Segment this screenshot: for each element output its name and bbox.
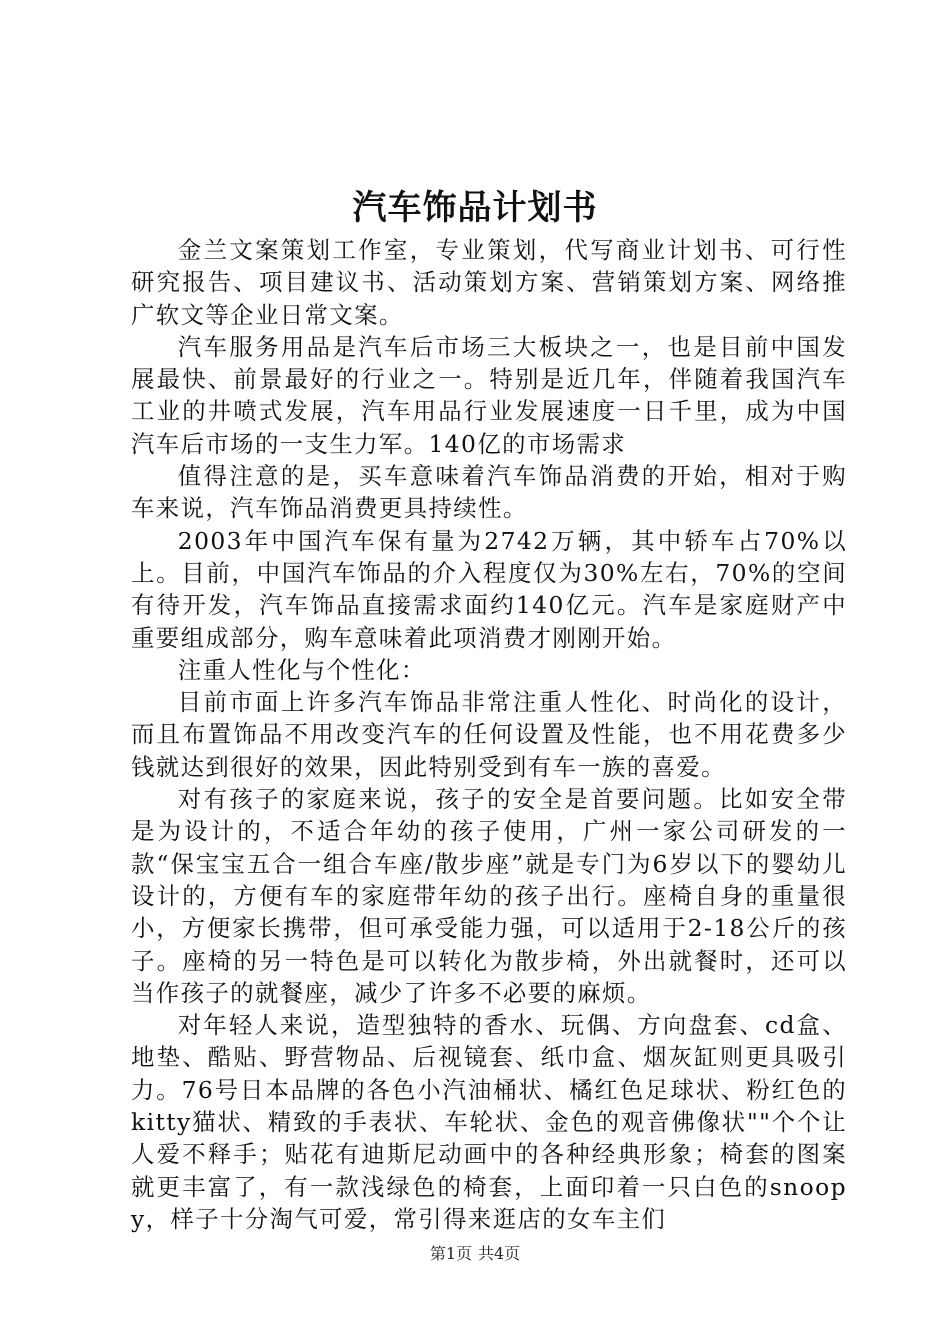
paragraph: 汽车服务用品是汽车后市场三大板块之一，也是目前中国发展最快、前景最好的行业之一。特别是近几年，伴随着我国汽车工业的井喷式发展，汽车用品行业发展速度一日千里，成为中国汽车后市场的一支生力军。140亿的市场需求 bbox=[131, 332, 847, 458]
paragraph: 目前市面上许多汽车饰品非常注重人性化、时尚化的设计，而且布置饰品不用改变汽车的任何设置及性能，也不用花费多少钱就达到很好的效果，因此特别受到有车一族的喜爱。 bbox=[131, 688, 847, 781]
page-footer bbox=[0, 1243, 950, 1265]
paragraph: 2003年中国汽车保有量为2742万辆，其中轿车占70%以上。目前，中国汽车饰品的介入程度仅为30%左右，70%的空间有待开发，汽车饰品直接需求面约140亿元。汽车是家庭财产中重要组成部分，购车意味着此项消费才刚刚开始。 bbox=[131, 526, 847, 652]
paragraph: 对年轻人来说，造型独特的香水、玩偶、方向盘套、cd盒、地垫、酷贴、野营物品、后视镜套、纸巾盒、烟灰缸则更具吸引力。76号日本品牌的各色小汽油桶状、橘红色足球状、粉红色的kitty猫状、精致的手表状、车轮状、金色的观音佛像状""个个让人爱不释手；贴花有迪斯尼动画中的各种经典形象；椅套的图案就更丰富了，有一款浅绿色的椅套，上面印着一只白色的snoopy，样子十分淘气可爱，常引得来逛店的女车主们 bbox=[131, 1011, 847, 1233]
paragraph: 金兰文案策划工作室，专业策划，代写商业计划书、可行性研究报告、项目建议书、活动策划方案、营销策划方案、网络推广软文等企业日常文案。 bbox=[131, 236, 847, 329]
page-number: 第1页 bbox=[429, 1244, 472, 1263]
page-total: 共4页 bbox=[478, 1244, 521, 1263]
paragraph: 对有孩子的家庭来说，孩子的安全是首要问题。比如安全带是为设计的，不适合年幼的孩子使用，广州一家公司研发的一款“保宝宝五合一组合车座/散步座”就是专门为6岁以下的婴幼儿设计的，方便有车的家庭带年幼的孩子出行。座椅自身的重量很小，方便家长携带，但可承受能力强，可以适用于2-18公斤的孩子。座椅的另一特色是可以转化为散步椅，外出就餐时，还可以当作孩子的就餐座，减少了许多不必要的麻烦。 bbox=[131, 785, 847, 1007]
document-title: 汽车饰品计划书 bbox=[352, 188, 598, 228]
document-body bbox=[131, 234, 847, 1235]
paragraph: 值得注意的是，买车意味着汽车饰品消费的开始，相对于购车来说，汽车饰品消费更具持续性。 bbox=[131, 462, 847, 523]
section-heading: 注重人性化与个性化： bbox=[177, 655, 426, 684]
